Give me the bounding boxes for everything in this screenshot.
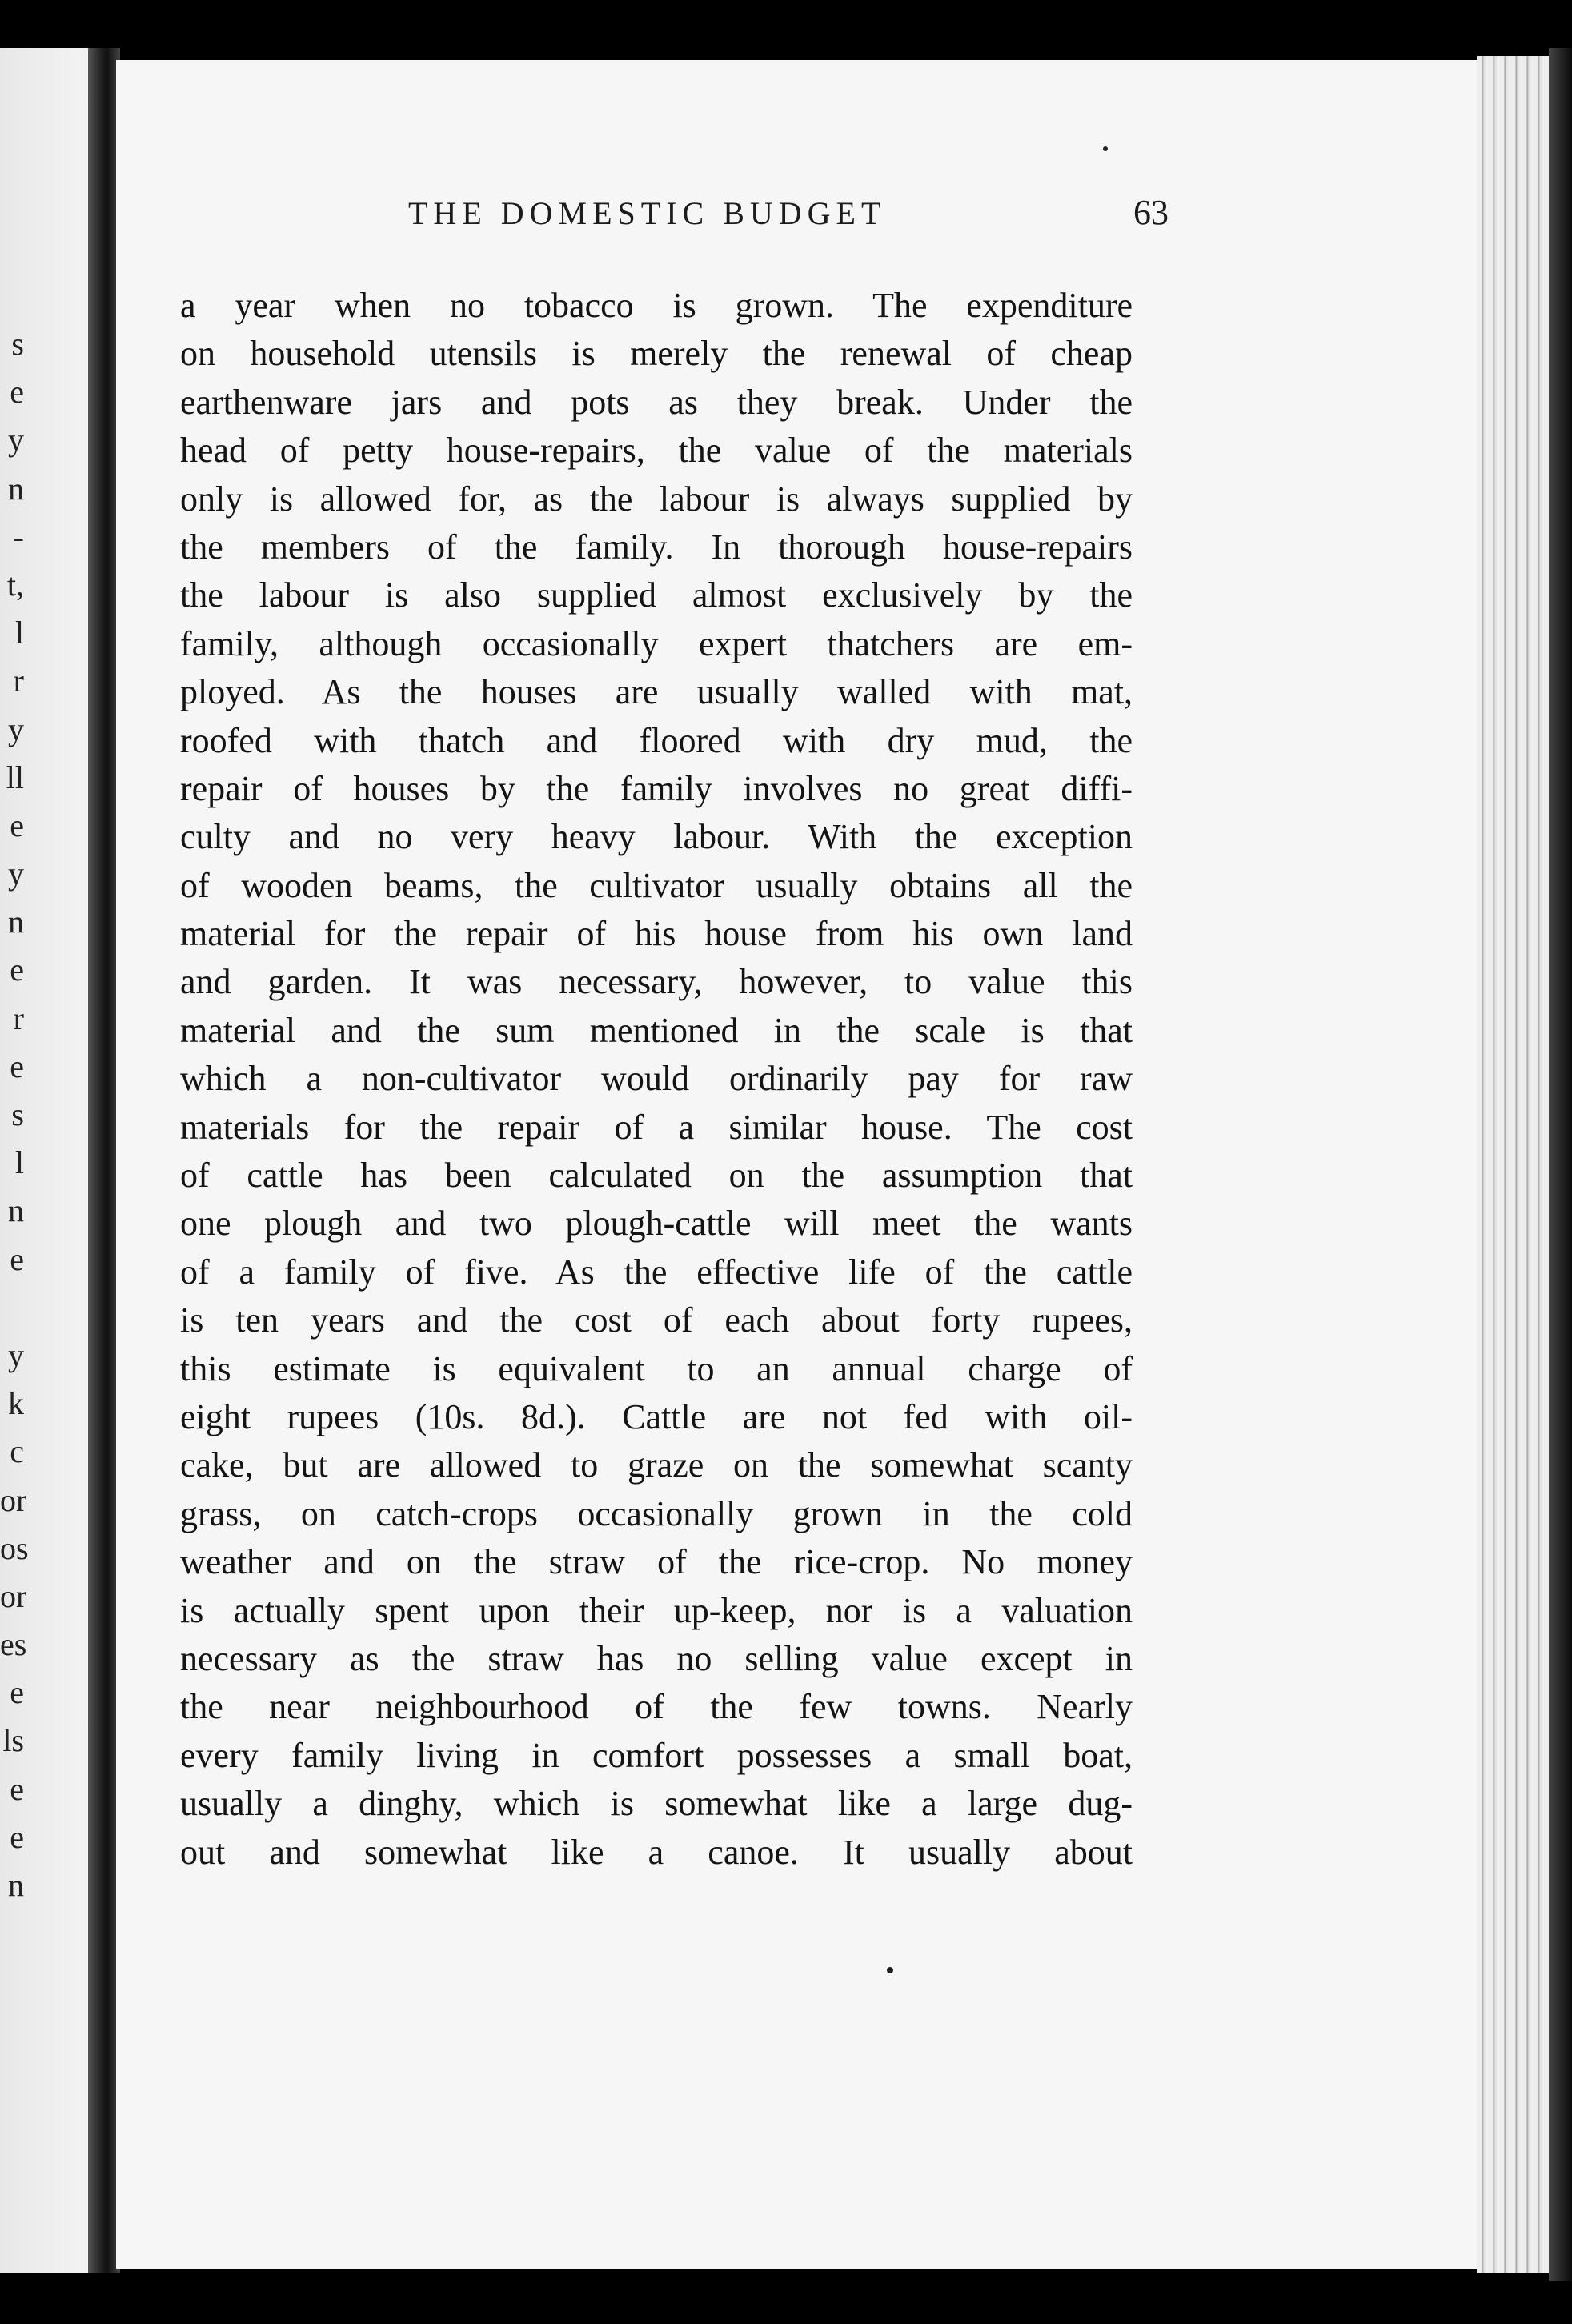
text-line: on household utensils is merely the renewal of cheap <box>180 334 1133 374</box>
text-line: only is allowed for, as the labour is always supplied by <box>180 479 1133 519</box>
left-page-fragment: os <box>0 1529 29 1566</box>
left-page-fragment: r <box>13 663 24 699</box>
text-line: of cattle has been calculated on the assumption that <box>180 1156 1133 1196</box>
left-page-fragment: y <box>8 711 24 747</box>
left-page-fragment: r <box>13 1000 24 1036</box>
text-line: usually a dinghy, which is somewhat like a large dug- <box>180 1784 1133 1824</box>
text-line: materials for the repair of a similar house. The cost <box>180 1107 1133 1147</box>
text-line: head of petty house-repairs, the value of the materials <box>180 431 1133 471</box>
left-page-fragment: or <box>0 1481 27 1518</box>
text-line: earthenware jars and pots as they break. Under the <box>180 382 1133 422</box>
left-page-fragment: n <box>8 1867 24 1903</box>
running-head <box>304 192 1169 233</box>
left-page-fragment: e <box>10 807 24 843</box>
left-page-fragment: s <box>11 326 24 362</box>
left-page-fragment: k <box>8 1385 24 1422</box>
left-page-fragment: l <box>14 1144 24 1181</box>
text-line: this estimate is equivalent to an annual charge of <box>180 1348 1133 1388</box>
text-line: weather and on the straw of the rice-crop. No money <box>180 1542 1133 1582</box>
text-line: the labour is also supplied almost exclusively by the <box>180 575 1133 615</box>
scan-speck <box>1103 146 1108 151</box>
text-line: of wooden beams, the cultivator usually obtains all the <box>180 865 1133 905</box>
book-binding-gutter <box>88 48 120 2273</box>
text-line: every family living in comfort possesses a small boat, <box>180 1735 1133 1775</box>
text-line: of a family of five. As the effective life of the cattle <box>180 1252 1133 1292</box>
text-line: the members of the family. In thorough house-repairs <box>180 527 1133 567</box>
body-text <box>180 282 1133 1877</box>
left-page-fragment: s <box>11 1096 24 1132</box>
text-line: a year when no tobacco is grown. The expenditure <box>180 286 1133 325</box>
scan-speck <box>887 1967 893 1973</box>
left-page-fragment: e <box>10 1818 24 1855</box>
running-title: THE DOMESTIC BUDGET <box>408 195 887 231</box>
text-line: is ten years and the cost of each about forty rupees, <box>180 1300 1133 1340</box>
left-page-fragment: or <box>0 1577 27 1614</box>
text-line: eight rupees (10s. 8d.). Cattle are not fed with oil- <box>180 1396 1133 1436</box>
left-page-fragment: n <box>8 470 24 507</box>
text-line: culty and no very heavy labour. With the exception <box>180 817 1133 857</box>
left-page-fragment: l <box>14 615 24 651</box>
left-page-fragment: e <box>10 1048 24 1084</box>
left-page-fragment: t, <box>6 566 24 603</box>
left-page-fragment: - <box>13 518 24 555</box>
left-page-fragment: y <box>8 1336 24 1373</box>
left-page-fragment: e <box>10 1240 24 1277</box>
text-line: material for the repair of his house from his own land <box>180 914 1133 954</box>
text-line: cake, but are allowed to graze on the somewhat scanty <box>180 1445 1133 1485</box>
text-line: one plough and two plough-cattle will meet the wants <box>180 1204 1133 1244</box>
left-page-text-fragments <box>0 320 29 1909</box>
left-page-fragment: es <box>0 1626 27 1663</box>
text-line: and garden. It was necessary, however, to value this <box>180 962 1133 1002</box>
page-edges-stack <box>1477 56 1549 2273</box>
text-line: necessary as the straw has no selling value except in <box>180 1638 1133 1678</box>
left-page-fragment: y <box>8 422 24 459</box>
text-line: ployed. As the houses are usually walled with mat, <box>180 672 1133 712</box>
text-line: grass, on catch-crops occasionally grown in the cold <box>180 1493 1133 1533</box>
text-line: material and the sum mentioned in the scale is that <box>180 1010 1133 1050</box>
left-page-fragment: y <box>8 855 24 892</box>
left-page-fragment: n <box>8 1192 24 1229</box>
left-page-fragment: c <box>10 1433 24 1470</box>
text-line: family, although occasionally expert thatchers are em- <box>180 623 1133 663</box>
text-line: out and somewhat like a canoe. It usually about <box>180 1832 1133 1872</box>
text-line: roofed with thatch and floored with dry mud, the <box>180 720 1133 760</box>
left-page-fragment: ll <box>6 759 24 795</box>
page-number: 63 <box>1133 193 1169 232</box>
left-page-fragment: e <box>10 1770 24 1807</box>
text-line: is actually spent upon their up-keep, nor is a valuation <box>180 1590 1133 1630</box>
book-right-edge <box>1549 48 1572 2281</box>
left-page-fragment: e <box>10 374 24 411</box>
left-page-fragment <box>0 1284 24 1332</box>
text-line: the near neighbourhood of the few towns. Nearly <box>180 1687 1133 1727</box>
text-line: which a non-cultivator would ordinarily pay for raw <box>180 1059 1133 1099</box>
left-page-fragment: e <box>10 1674 24 1711</box>
left-page-fragment: ls <box>2 1722 24 1759</box>
text-line: repair of houses by the family involves no great diffi- <box>180 768 1133 808</box>
left-page-fragment: n <box>8 904 24 940</box>
left-page-fragment: e <box>10 952 24 988</box>
